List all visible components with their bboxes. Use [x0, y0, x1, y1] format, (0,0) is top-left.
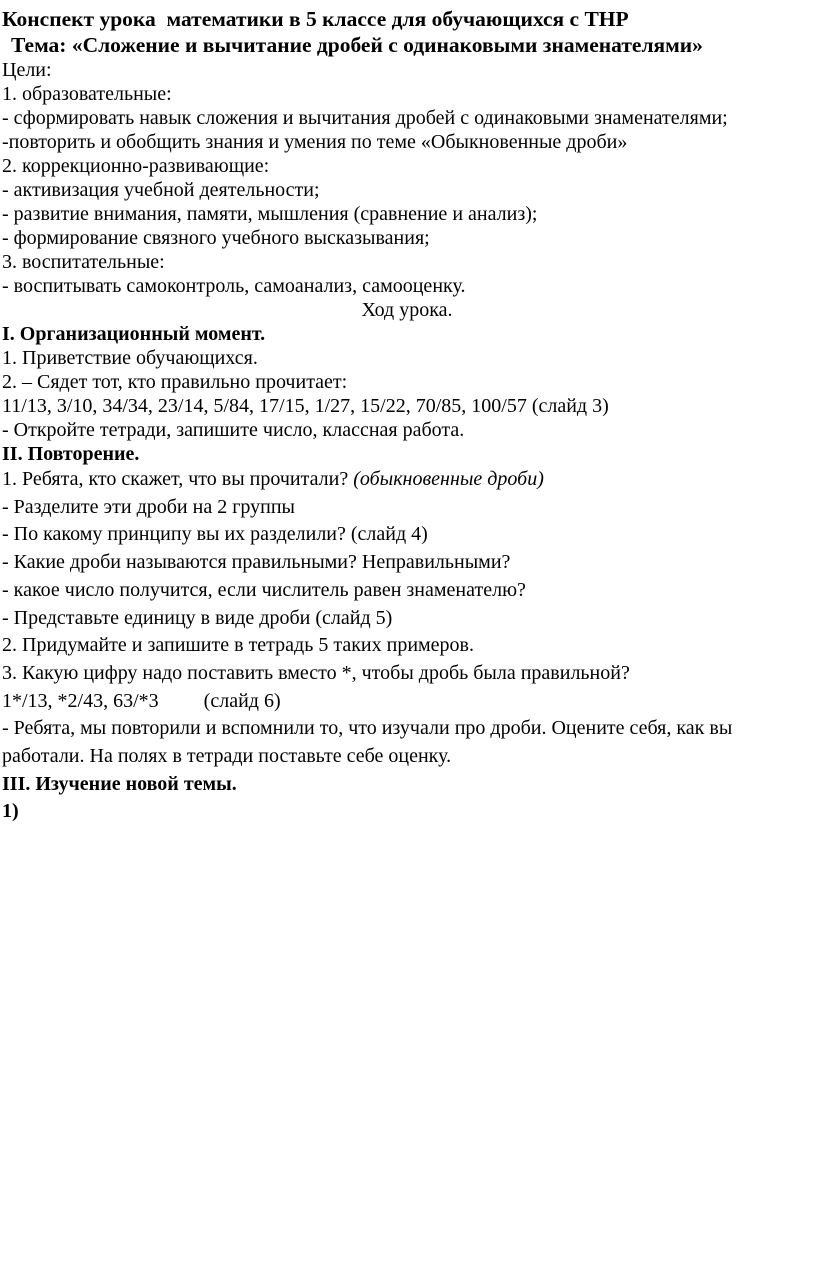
goals-correctional-item: - формирование связного учебного высказывания;	[2, 227, 430, 249]
goals-educational-item: -повторить и обобщить знания и умения по теме «Обыкновенные дроби»	[2, 131, 628, 153]
goals-educational-header: 1. образовательные:	[2, 83, 172, 105]
goals-upbringing-header: 3. воспитательные:	[2, 251, 165, 273]
section2-task: - какое число получится, если числитель равен знаменателю?	[2, 578, 526, 601]
section2-slide-ref: (слайд 6)	[203, 689, 281, 712]
doc-theme: Тема: «Сложение и вычитание дробей с одинаковыми знаменателями»	[11, 33, 703, 57]
section2-task: - Представьте единицу в виде дроби (слайд 5)	[2, 606, 393, 629]
section2-heading: II. Повторение.	[2, 443, 140, 465]
goals-correctional-item: - развитие внимания, памяти, мышления (сравнение и анализ);	[2, 203, 538, 225]
section2-task: - По какому принципу вы их разделили? (слайд 4)	[2, 523, 428, 546]
section2-question	[2, 466, 816, 494]
section2-summary-line: - Ребята, мы повторили и вспомнили то, что изучали про дроби. Оцените себя, как вы	[2, 717, 733, 740]
goals-correctional-item: - активизация учебной деятельности;	[2, 179, 320, 201]
section2-question-answer-italic: (обыкновенные дроби)	[353, 468, 544, 490]
section1-item: 1. Приветствие обучающихся.	[2, 347, 258, 369]
section2-fractions: 1*/13, *2/43, 63/*3	[2, 689, 159, 712]
section2-summary-line: работали. На полях в тетради поставьте себе оценку.	[2, 745, 452, 768]
section1-item: - Откройте тетради, запишите число, классная работа.	[2, 419, 465, 441]
section2-task: - Разделите эти дроби на 2 группы	[2, 495, 295, 518]
goals-educational-item: - сформировать навык сложения и вычитания дробей с одинаковыми знаменателями;	[2, 107, 728, 129]
section2-question-text: 1. Ребята, кто скажет, что вы прочитали?	[2, 468, 354, 490]
section2-task: 3. Какую цифру надо поставить вместо *, чтобы дробь была правильной?	[2, 661, 630, 684]
section3-item: 1)	[2, 800, 19, 823]
doc-title: Конспект урока математики в 5 классе для обучающихся с ТНР	[2, 7, 629, 31]
section2-fractions-row	[2, 688, 816, 716]
section3-heading: III. Изучение новой темы.	[2, 772, 237, 795]
section1-heading: I. Организационный момент.	[2, 323, 266, 345]
section1-item: 2. – Сядет тот, кто правильно прочитает:	[2, 371, 348, 393]
section2-task: - Какие дроби называются правильными? Неправильными?	[2, 551, 511, 574]
goals-upbringing-item: - воспитывать самоконтроль, самоанализ, самооценку.	[2, 275, 466, 297]
section2-task: 2. Придумайте и запишите в тетрадь 5 таких примеров.	[2, 634, 475, 657]
goals-label: Цели:	[2, 59, 52, 81]
lesson-flow-heading: Ход урока.	[361, 299, 453, 321]
section1-fractions-list: 11/13, 3/10, 34/34, 23/14, 5/84, 17/15, 1/27, 15/22, 70/85, 100/57 (слайд 3)	[2, 395, 609, 417]
goals-correctional-header: 2. коррекционно-развивающие:	[2, 155, 270, 177]
